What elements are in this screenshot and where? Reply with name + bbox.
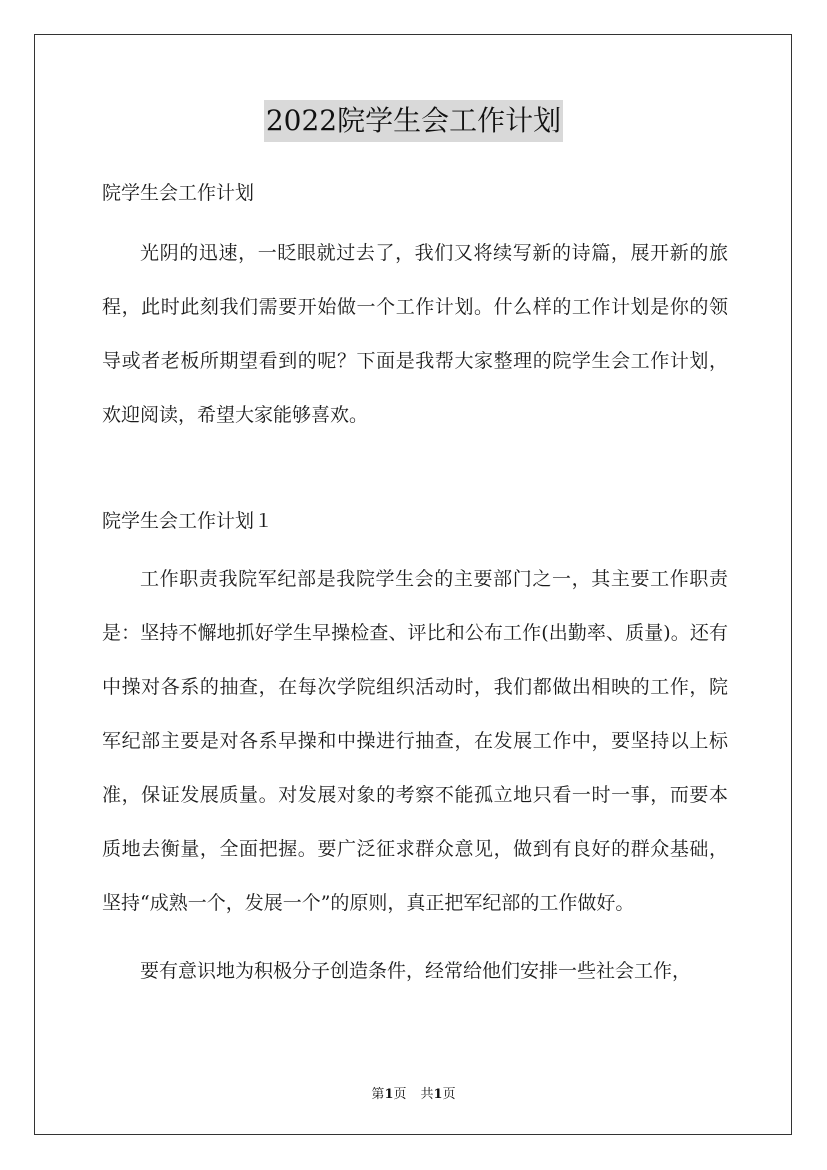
intro-heading: 院学生会工作计划 <box>102 182 255 204</box>
footer-page-current: 1 <box>384 1087 394 1102</box>
section-paragraph-2: 要有意识地为积极分子创造条件，经常给他们安排一些社会工作， <box>140 960 692 982</box>
document-title: 2022院学生会工作计划 <box>264 100 563 142</box>
section-paragraph-1: 工作职责我院军纪部是我院学生会的主要部门之一，其主要工作职责是：坚持不懈地抓好学生早操检查、评比和公布工作(出勤率、质量)。还有中操对各系的抽查，在每次学院组织活动时，我们都做出相映的工作，院军纪部主要是对各系早操和中操进行抽查，在发展工作中，要坚持以上标准，保证发展质量。对发展对象的考察不能孤立地只看一时一事，而要本质地去衡量，全面把握。要广泛征求群众意见，做到有良好的群众基础，坚持“成熟一个，发展一个”的原则，真正把军纪部的工作做好。 <box>102 568 728 914</box>
footer-total-prefix: 共 <box>420 1087 434 1102</box>
footer-page-prefix: 第 <box>371 1087 385 1102</box>
page-footer <box>0 1083 827 1102</box>
section-heading: 院学生会工作计划１ <box>102 510 274 532</box>
document-body <box>102 174 728 998</box>
footer-page-mid: 页 <box>393 1087 407 1102</box>
footer-page-total: 1 <box>433 1087 443 1102</box>
title-container <box>0 100 827 142</box>
footer-total-suffix: 页 <box>442 1087 456 1102</box>
intro-paragraph: 光阴的迅速，一眨眼就过去了，我们又将续写新的诗篇，展开新的旅程，此时此刻我们需要开始做一个工作计划。什么样的工作计划是你的领导或者老板所期望看到的呢？下面是我帮大家整理的院学生会工作计划，欢迎阅读，希望大家能够喜欢。 <box>102 242 728 426</box>
